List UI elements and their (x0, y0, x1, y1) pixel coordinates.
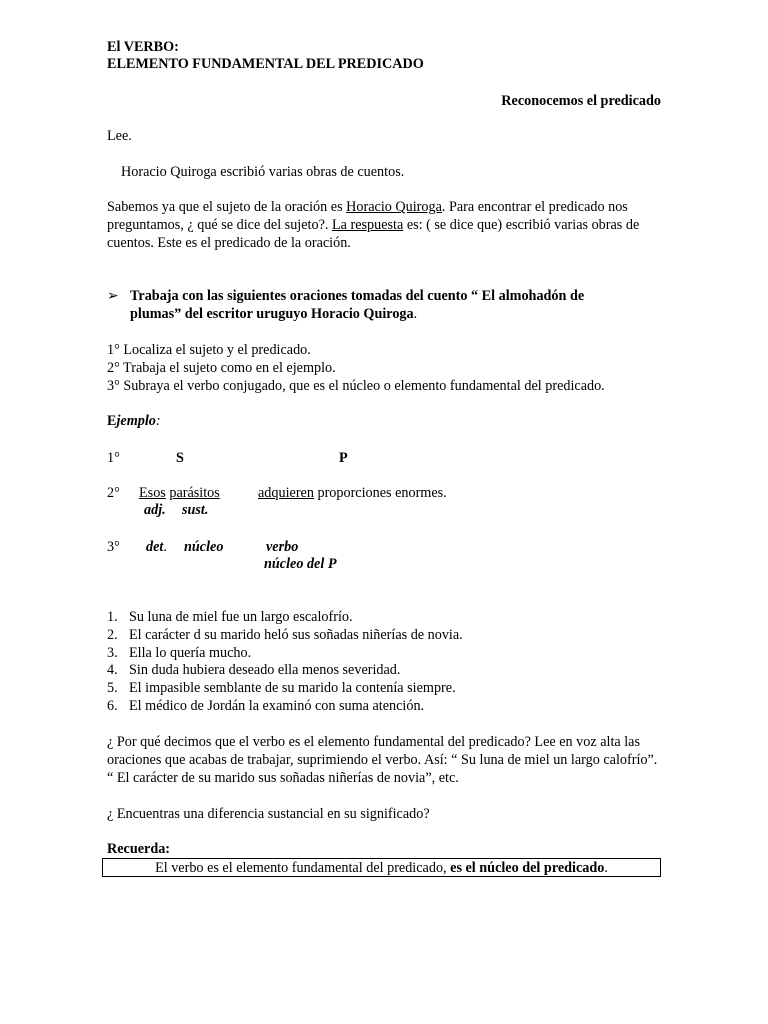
recuerda-box (102, 858, 661, 877)
row2-verb: adquieren (258, 485, 314, 501)
list-item-number: 6. (107, 697, 118, 714)
sentence-list (107, 608, 463, 715)
explanation-subject: Horacio Quiroga (346, 199, 442, 215)
recuerda-label: Recuerda: (107, 841, 171, 857)
task-bold-text: Trabaja con las siguientes oraciones tomadas del cuento “ El almohadón de plumas” del escritor uruguyo Horacio Quiroga (130, 288, 585, 322)
row1-number: 1° (107, 450, 120, 466)
example-sentence: Horacio Quiroga escribió varias obras de cuentos. (121, 164, 405, 180)
ejemplo-heading (107, 412, 161, 430)
row2-label-sust: sust. (182, 502, 209, 518)
list-item-text: Sin duda hubiera deseado ella menos severidad. (129, 662, 401, 679)
task-instruction (130, 287, 630, 323)
recuerda-text: El verbo es el elemento fundamental del predicado, (155, 860, 451, 876)
list-item (107, 644, 463, 662)
explanation-paragraph (107, 198, 667, 252)
question-2: ¿ Encuentras una diferencia sustancial en su significado? (107, 806, 430, 822)
step-3: 3° Subraya el verbo conjugado, que es el núcleo o elemento fundamental del predicado. (107, 378, 605, 394)
title-line-2: ELEMENTO FUNDAMENTAL DEL PREDICADO (107, 56, 424, 72)
explanation-part-1: Sabemos ya que el sujeto de la oración es (107, 199, 347, 215)
row3-nucleo-p-label: núcleo del P (264, 556, 337, 572)
explanation-part-3: es: ( se dice que) escribió varias obras de cuentos. Este es el predicado de la oración. (107, 217, 640, 251)
row2-sentence (139, 484, 220, 502)
list-item-text: El médico de Jordán la examinó con suma atención. (129, 697, 425, 714)
question-1: ¿ Por qué decimos que el verbo es el elemento fundamental del predicado? Lee en voz alta las oraciones que acabas de trabajar, suprimiendo el verbo. Así: “ Su luna de miel un largo calofrío”. “ El carácter de su marido sus soñadas niñerías de novia”, etc. (107, 734, 658, 786)
list-item (107, 608, 463, 626)
row1-predicate-label: P (339, 450, 348, 466)
arrow-bullet-icon: ➢ (107, 288, 119, 304)
step-1: 1° Localiza el sujeto y el predicado. (107, 342, 311, 358)
row2-predicate (258, 484, 447, 502)
list-item (107, 626, 463, 644)
row3-nucleo-label: núcleo (184, 539, 224, 555)
list-item (107, 661, 463, 679)
list-item-text: Su luna de miel fue un largo escalofrío. (129, 609, 353, 625)
list-item-number: 4. (107, 662, 118, 679)
row2-word-esos: Esos (139, 485, 166, 501)
explanation-answer-label: La respuesta (331, 217, 404, 233)
title-line-1: El VERBO: (107, 39, 179, 55)
task-end: . (413, 306, 418, 322)
recuerda-end: . (604, 860, 608, 876)
ejemplo-first-letter: E (107, 413, 117, 429)
list-item (107, 679, 463, 697)
list-item-text: El carácter d su marido heló sus soñadas niñerías de novia. (129, 626, 463, 643)
list-item-number: 1. (107, 609, 118, 625)
row3-verbo-label: verbo (266, 539, 299, 555)
list-item-text: Ella lo quería mucho. (129, 644, 252, 661)
recuerda-bold: es el núcleo del predicado (450, 860, 605, 876)
row1-subject-label: S (176, 450, 184, 466)
row3-det-label (146, 538, 167, 556)
list-item-number: 5. (107, 680, 118, 697)
lee-instruction: Lee. (107, 128, 132, 144)
step-2: 2° Trabaja el sujeto como en el ejemplo. (107, 360, 336, 376)
row2-word-parasitos: parásitos (169, 485, 220, 501)
row2-number: 2° (107, 485, 120, 501)
ejemplo-colon: : (155, 413, 161, 429)
row2-rest: proporciones enormes. (313, 485, 447, 501)
subtitle: Reconocemos el predicado (501, 93, 661, 109)
list-item-number: 2. (107, 626, 118, 643)
row3-det: det (146, 539, 164, 555)
row2-label-adj: adj. (144, 502, 166, 518)
ejemplo-rest: jemplo (116, 413, 156, 429)
list-item (107, 697, 463, 715)
explanation-part-2: . Para encontrar el predicado nos preguntamos, ¿ qué se dice del sujeto?. (107, 199, 628, 233)
row3-det-dot: . (163, 539, 167, 555)
list-item-text: El impasible semblante de su marido la contenía siempre. (129, 680, 456, 697)
list-item-number: 3. (107, 644, 118, 661)
row3-number: 3° (107, 539, 120, 555)
